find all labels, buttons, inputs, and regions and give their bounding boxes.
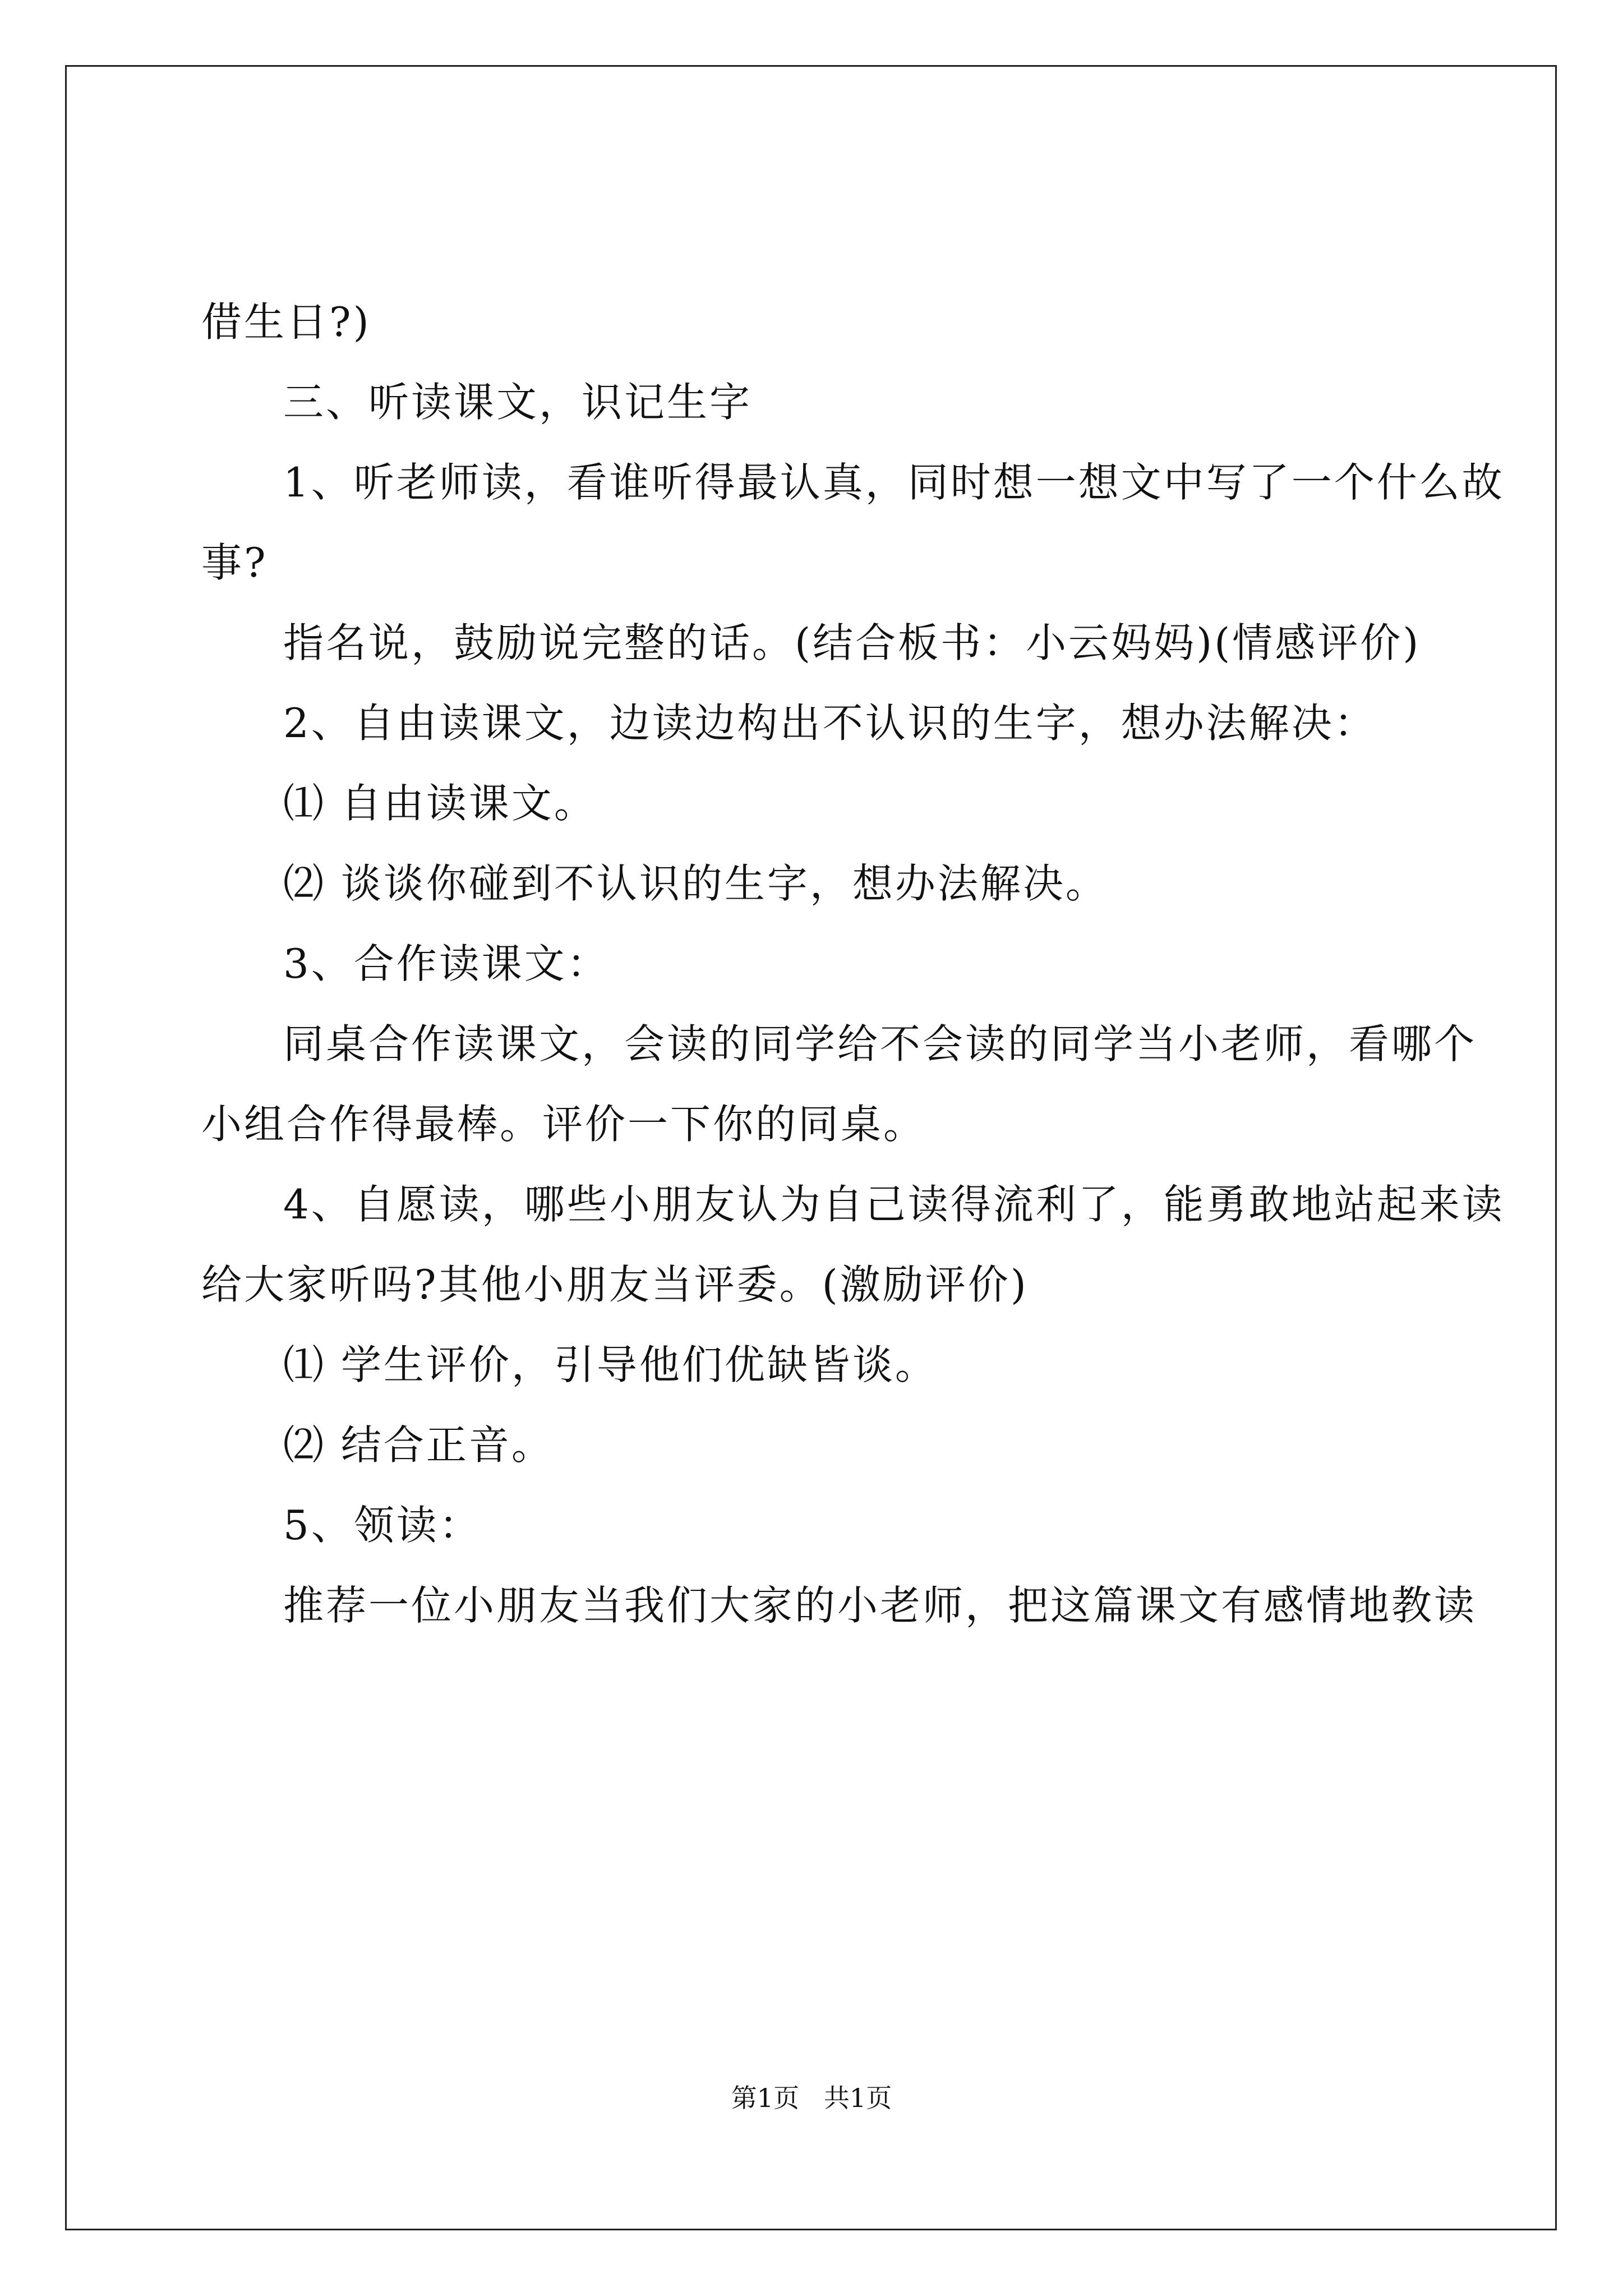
text-line: 推荐一位小朋友当我们大家的小老师，把这篇课文有感情地教读 <box>283 1582 1477 1629</box>
text-line: 5、领读： <box>283 1502 482 1549</box>
text-line: 4、自愿读，哪些小朋友认为自己读得流利了，能勇敢地站起来读 <box>283 1181 1505 1228</box>
text-line: 同桌合作读课文，会读的同学给不会读的同学当小老师，看哪个 <box>283 1020 1477 1068</box>
document-body <box>67 67 1555 2229</box>
text-line: 小组合作得最棒。评价一下你的同桌。 <box>201 1101 926 1148</box>
page-footer: 第1页 共1页 <box>731 2083 892 2113</box>
text-line: 指名说，鼓励说完整的话。(结合板书：小云妈妈)(情感评价) <box>283 619 1421 666</box>
text-line: ⑴ 学生评价，引导他们优缺皆谈。 <box>283 1341 938 1388</box>
page-border <box>65 65 1557 2230</box>
text-line: 3、合作读课文： <box>283 940 610 987</box>
text-line: ⑵ 谈谈你碰到不认识的生字，想办法解决。 <box>283 860 1108 907</box>
text-line: 2、自由读课文，边读边构出不认识的生字，想办法解决： <box>283 700 1377 747</box>
text-line: 事? <box>201 539 268 586</box>
section-heading: 三、听读课文，识记生字 <box>283 379 753 426</box>
text-line: ⑴ 自由读课文。 <box>283 780 597 827</box>
text-line: ⑵ 结合正音。 <box>283 1421 554 1469</box>
text-line: 1、听老师读，看谁听得最认真，同时想一想文中写了一个什么故 <box>283 459 1505 506</box>
text-line: 借生日?) <box>201 298 371 346</box>
text-line: 给大家听吗?其他小朋友当评委。(激励评价) <box>201 1261 1029 1308</box>
